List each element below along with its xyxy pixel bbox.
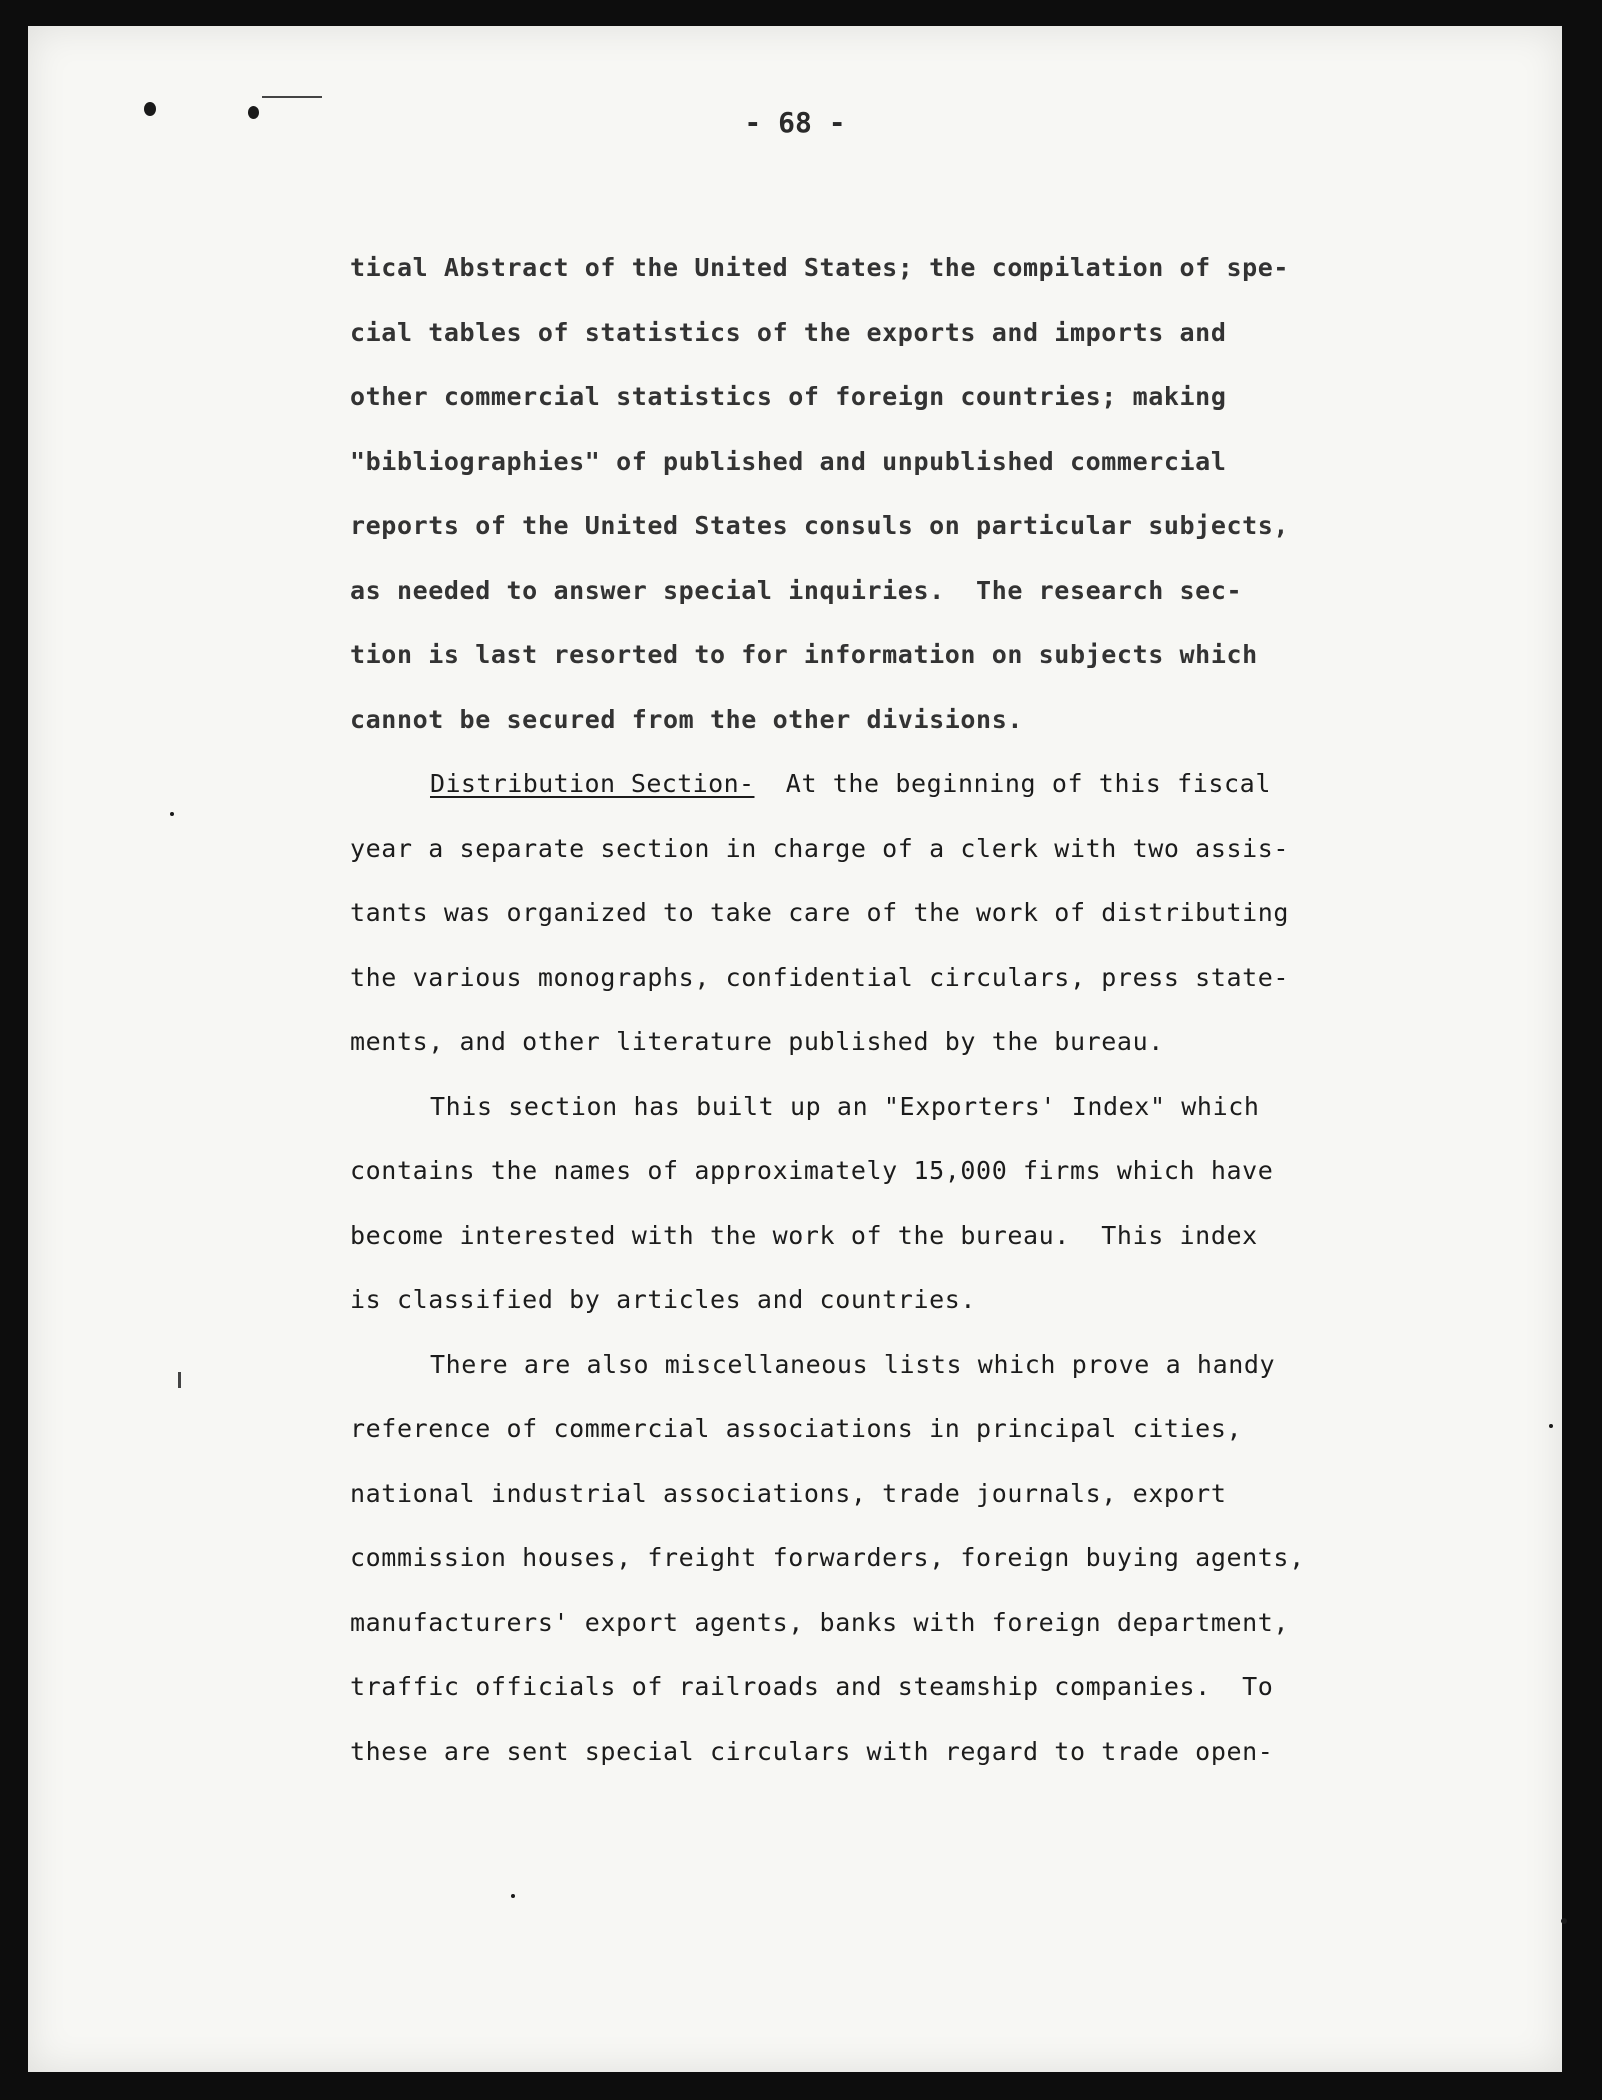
text-fragment: At the beginning of this fiscal: [754, 769, 1271, 798]
text-line: other commercial statistics of foreign countries; making: [350, 382, 1227, 411]
section-heading: Distribution Section-: [430, 769, 755, 798]
text-line: cannot be secured from the other divisions.: [350, 704, 1024, 734]
ink-stroke: [178, 1372, 181, 1388]
text-line: is classified by articles and countries.: [350, 1285, 977, 1314]
speck: [170, 812, 174, 816]
text-line: ments, and other literature published by the bureau.: [350, 1027, 1164, 1056]
text-line: reports of the United States consuls on particular subjects,: [350, 511, 1290, 540]
ink-stroke: [262, 96, 322, 98]
text-line: tants was organized to take care of the work of distributing: [350, 898, 1290, 927]
text-line: tion is last resorted to for information on subjects which: [350, 640, 1258, 669]
speck: [511, 1894, 515, 1898]
text-line: There are also miscellaneous lists which prove a handy: [430, 1349, 1276, 1379]
text-line: national industrial associations, trade journals, export: [350, 1478, 1227, 1508]
text-line: traffic officials of railroads and steamship companies. To: [350, 1672, 1274, 1701]
text-line: reference of commercial associations in principal cities,: [350, 1414, 1243, 1443]
text-line: these are sent special circulars with regard to trade open-: [350, 1736, 1274, 1766]
document-page: [28, 26, 1562, 2072]
text-line: tical Abstract of the United States; the compilation of spe-: [350, 253, 1290, 282]
text-line: become interested with the work of the bureau. This index: [350, 1220, 1258, 1250]
text-line: the various monographs, confidential circulars, press state-: [350, 962, 1290, 992]
section-first-line: [350, 752, 1370, 817]
text-line: cial tables of statistics of the exports and imports and: [350, 317, 1227, 347]
text-line: "bibliographies" of published and unpublished commercial: [350, 446, 1227, 476]
speck: [1561, 1918, 1567, 1924]
text-line: commission houses, freight forwarders, foreign buying agents,: [350, 1543, 1305, 1572]
body-text: [350, 236, 1370, 1784]
text-line: This section has built up an "Exporters' Index" which: [430, 1091, 1260, 1121]
page-number: - 68 -: [744, 106, 846, 139]
text-line: contains the names of approximately 15,000 firms which have: [350, 1156, 1274, 1185]
text-line: as needed to answer special inquiries. The research sec-: [350, 575, 1243, 605]
speck: [1549, 1424, 1553, 1428]
text-line: year a separate section in charge of a clerk with two assis-: [350, 833, 1290, 863]
text-line: manufacturers' export agents, banks with foreign department,: [350, 1607, 1290, 1637]
